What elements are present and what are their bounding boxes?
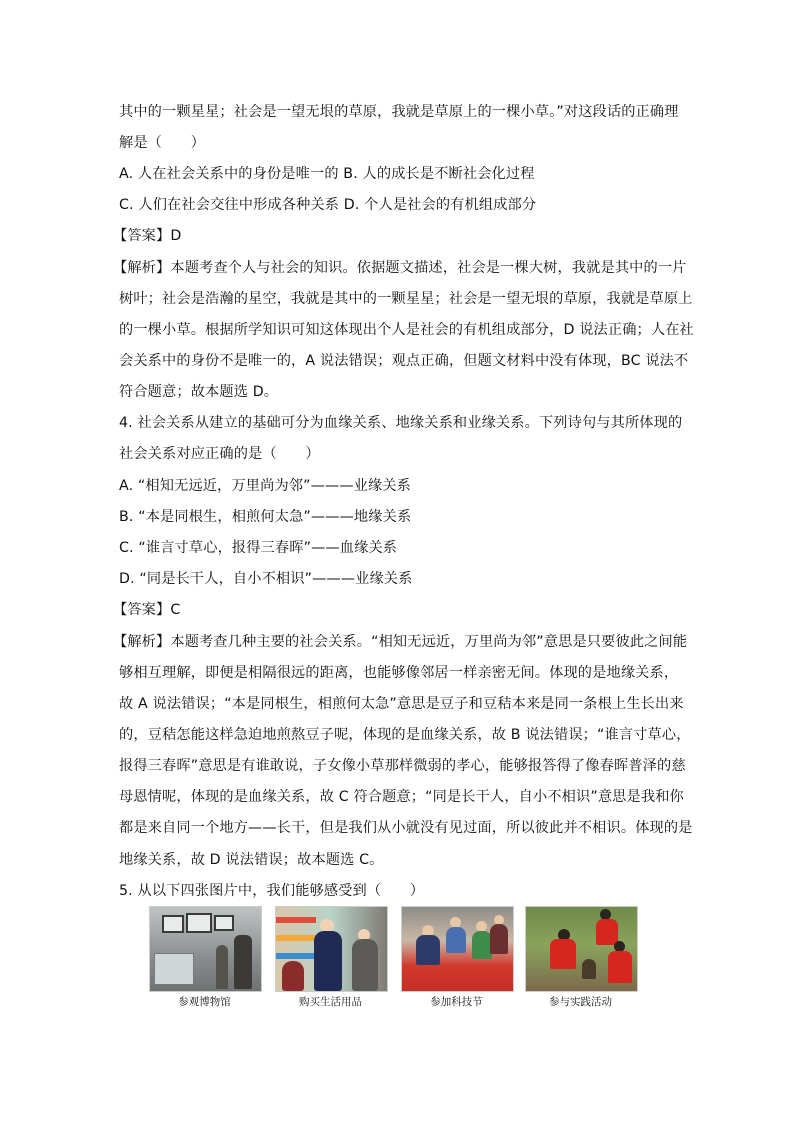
question-3-answer: 【答案】D [113,228,182,244]
question-4-analysis-line-2: 够相互理解，即便是相隔很远的距离，也能够像邻居一样亲密无间。体现的是地缘关系， [119,665,679,681]
question-3-options-cd: C. 人们在社会交往中形成各种关系 D. 个人是社会的有机组成部分 [119,197,537,213]
question-3-analysis-line-5: 符合题意；故本题选 D。 [119,384,279,400]
question-4-analysis-line-5: 报得三春晖”意思是有谁敢说，子女像小草那样微弱的孝心，能够报答得了像春晖普泽的慈 [119,758,686,774]
question-3-analysis-line-3: 的一棵小草。根据所学知识可知这体现出个人是社会的有机组成部分，D 说法正确；人在社 [119,322,694,338]
figure-caption: 参观博物馆 [178,996,231,1008]
question-4-analysis-line-4: 的，豆秸怎能这样急迫地煎熬豆子呢，体现的是血缘关系，故 B 说法错误；“谁言寸草心， [119,727,691,743]
question-3-stem-line-2: 解是（ ） [119,135,206,151]
figure-caption: 购买生活用品 [299,996,362,1008]
question-3-options-ab: A. 人在社会关系中的身份是唯一的 B. 人的成长是不断社会化过程 [119,166,535,182]
practice-activity-photo-icon [525,906,638,992]
question-4-analysis-line-8: 地缘关系，故 D 说法错误；故本题选 C。 [119,852,384,868]
figure-science-fair [401,906,515,1009]
question-4-analysis-line-7: 都是来自同一个地方——长干，但是我们从小就没有见过面，所以彼此并不相识。体现的是 [119,820,693,836]
museum-photo-icon [149,906,262,992]
question-4-stem-line-1: 4. 社会关系从建立的基础可分为血缘关系、地缘关系和业缘关系。下列诗句与其所体现的 [119,415,683,431]
question-5-stem: 5. 从以下四张图片中，我们能够感受到（ ） [119,883,425,899]
question-3-stem-line-1: 其中的一颗星星；社会是一望无垠的草原，我就是草原上的一棵小草。”对这段话的正确理 [119,104,679,120]
figure-caption: 参加科技节 [430,996,483,1008]
question-4-option-b: B. “本是同根生，相煎何太急”———地缘关系 [119,509,412,525]
shopping-photo-icon [275,906,388,992]
question-4-option-d: D. “同是长干人，自小不相识”———业缘关系 [119,571,413,587]
question-4-analysis-line-3: 故 A 说法错误；“本是同根生，相煎何太急”意思是豆子和豆秸本来是同一条根上生长出来 [119,696,684,712]
question-3-analysis-line-1: 【解析】本题考查个人与社会的知识。依据题文描述，社会是一棵大树，我就是其中的一片 [113,260,687,276]
question-4-analysis-line-6: 母恩情呢，体现的是血缘关系，故 C 符合题意；“同是长干人，自小不相识”意思是我和你 [119,789,684,805]
question-4-answer: 【答案】C [113,602,181,618]
figure-museum [149,906,263,1009]
question-3-analysis-line-2: 树叶；社会是浩瀚的星空，我就是其中的一颗星星；社会是一望无垠的草原，我就是草原上 [119,291,693,307]
question-4-option-c: C. “谁言寸草心，报得三春晖”——血缘关系 [119,540,398,556]
question-4-stem-line-2: 社会关系对应正确的是（ ） [119,446,320,462]
figure-shopping [275,906,389,1009]
question-4-option-a: A. “相知无远近，万里尚为邻”———业缘关系 [119,478,412,494]
question-3-analysis-line-4: 会关系中的身份不是唯一的，A 说法错误；观点正确，但题文材料中没有体现，BC 说法不 [119,353,689,369]
figure-practice-activity [525,906,639,1009]
figure-caption: 参与实践活动 [549,996,612,1008]
question-4-analysis-line-1: 【解析】本题考查几种主要的社会关系。“相知无远近，万里尚为邻”意思是只要彼此之间能 [113,634,688,650]
science-fair-photo-icon [401,906,514,992]
